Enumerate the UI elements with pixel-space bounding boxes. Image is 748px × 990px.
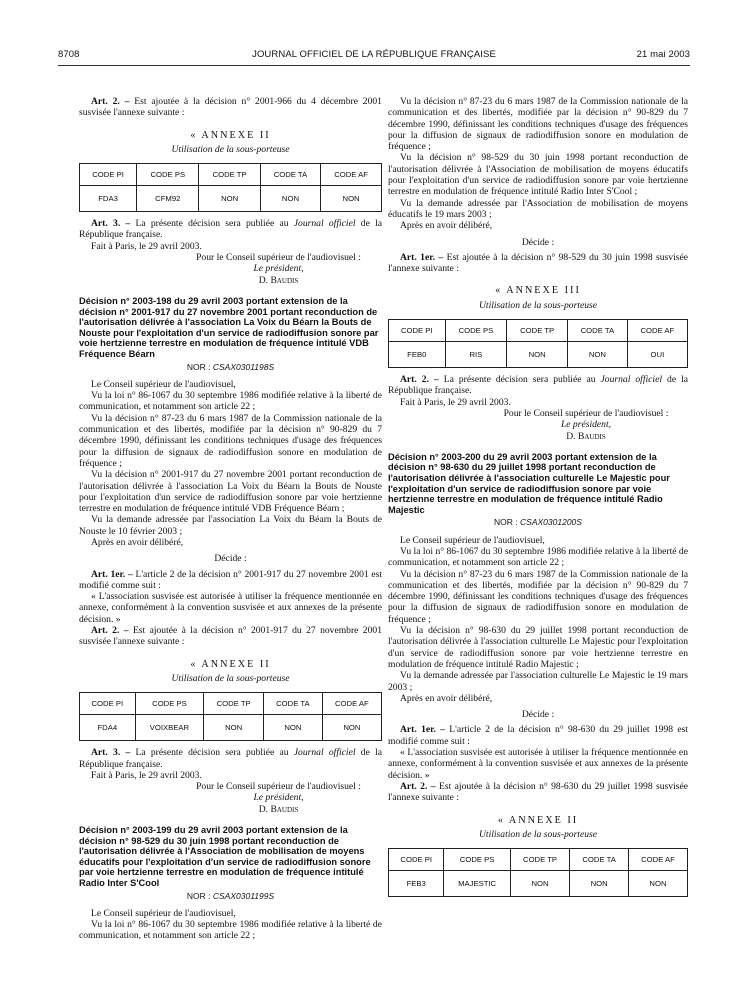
table-cell: CODE TP: [204, 693, 264, 715]
decide-line: Décide :: [214, 553, 247, 565]
text-run: Journal officiel: [600, 374, 663, 386]
body-paragraph: Vu la loi n° 86-1067 du 30 septembre 1986 modifiée relative à la liberté de communication, et notamment son article 22 ;: [388, 545, 688, 569]
table-cell: CODE TP: [510, 849, 570, 871]
body-paragraph: Après en avoir délibéré,: [91, 536, 184, 548]
article-paragraph: [79, 625, 382, 648]
article-paragraph: [79, 218, 382, 241]
table-cell: CODE PS: [137, 164, 199, 186]
body-paragraph: Après en avoir délibéré,: [400, 692, 493, 704]
decide-line: Décide :: [521, 236, 555, 248]
table-cell: FEB0: [389, 342, 446, 368]
table-cell: CODE PS: [135, 693, 204, 715]
table-cell: NON: [260, 186, 320, 212]
table-cell: RIS: [445, 342, 507, 368]
table-cell: CODE PS: [444, 849, 510, 871]
text-run: Est ajoutée à la décision n° 98-630 du 29 juillet 1998 susvisée l'annexe suivante :: [388, 780, 689, 804]
table-cell: FEB3: [389, 871, 444, 897]
body-paragraph: Vu la décision n° 87-23 du 6 mars 1987 de la Commission nationale de la communication et des libertés, modifiée par la décision n° 90-829 du 7 décembre 1990, définissant les conditions techniques d'usage des fréquences pour la diffusion de signaux de radiodiffusion sonore en modulation de fréquence ;: [388, 96, 688, 153]
annexe-table: [388, 319, 688, 368]
article-paragraph: [79, 747, 382, 770]
text-run: D. Baudis: [566, 430, 606, 442]
text-run: Le président,: [560, 419, 612, 431]
body-paragraph: Vu la décision n° 98-529 du 30 juin 1998 portant reconduction de l'autorisation délivrée à l'Association de mobilisation de moyens éducatifs pour l'exploitation d'un service de radiodiffusion sonore par voie hertzienne terrestre en modulation de fréquence intitulé Radio Inter S'Cool ;: [388, 152, 688, 198]
text-run: de la République française.: [388, 374, 688, 397]
decision-title: Décision n° 2003-199 du 29 avril 2003 portant extension de la décision n° 98-529 du 30 juin 1998 portant reconduction de l'autorisation délivrée à l'Association de mobilisation de moyens éducatifs pour l'exploitation d'un service de radiodiffusion sonore par voie hertzienne terrestre en modulation de fréquence intitulé Radio Inter S'Cool: [79, 825, 371, 888]
decision-title: Décision n° 2003-200 du 29 avril 2003 portant extension de la décision n° 98-630 du 29 juillet 1998 portant reconduction de l'autorisation délivrée à l'association culturelle Le Majestic pour l'exploitation d'un service de radiodiffusion sonore par voie hertzienne terrestre en modulation de fréquence intitulé Radio Majestic: [388, 451, 670, 515]
fait-line: Fait à Paris, le 29 avril 2003.: [91, 769, 202, 781]
text-run: Art. 2. –: [400, 780, 436, 792]
text-run: Journal officiel: [293, 218, 356, 230]
text-run: D. Baudis: [258, 274, 299, 286]
annexe-title: « ANNEXE II: [497, 814, 579, 826]
table-cell: CODE TA: [567, 320, 627, 342]
body-paragraph: Le Conseil supérieur de l'audiovisuel,: [91, 378, 236, 390]
body-paragraph: Vu la loi n° 86-1067 du 30 septembre 1986 modifiée relative à la liberté de communication, et notamment son article 22 ;: [79, 919, 382, 942]
table-cell: CODE AF: [322, 693, 381, 715]
text-run: L'article 2 de la décision n° 98-630 du 29 juillet 1998 est modifié comme suit :: [388, 724, 688, 747]
article-paragraph: [79, 569, 382, 592]
text-run: Le président,: [253, 263, 304, 275]
body-paragraph: Vu la décision n° 2001-917 du 27 novembre 2001 portant reconduction de l'autorisation délivrée à l'association La Voix du Béarn la Bouts de Nouste pour l'exploitation d'un service de radiodiffusion sonore par voie hertzienne terrestre en modulation de fréquence intitulé VDB Fréquence Béarn ;: [79, 469, 382, 515]
body-paragraph: Vu la demande adressée par l'association culturelle Le Majestic le 19 mars 2003 ;: [388, 670, 688, 693]
table-row: [80, 715, 382, 741]
header-rule: [58, 65, 690, 66]
table-cell: CODE PI: [389, 320, 446, 342]
text-run: Est ajoutée à la décision n° 2001-917 du 27 novembre 2001 susvisée l'annexe suivante :: [79, 625, 382, 648]
quote-paragraph: « L'association susvisée est autorisée à utiliser la fréquence mentionnée en annexe, conformément à la convention susvisée et aux annexes de la présente décision. »: [79, 591, 382, 625]
table-cell: CODE PI: [389, 849, 444, 871]
text-run: Art. 3. –: [91, 747, 131, 759]
table-cell: CODE TP: [507, 320, 568, 342]
signature-block: [484, 408, 688, 442]
table-row: [389, 871, 688, 897]
text-run: Art. 1er. –: [91, 568, 133, 580]
body-paragraph: Vu la loi n° 86-1067 du 30 septembre 1986 modifiée relative à la liberté de communication, et notamment son article 22 ;: [79, 390, 382, 413]
signature-block: [175, 781, 382, 815]
table-cell: NON: [570, 871, 629, 897]
text-run: Art. 2. –: [91, 625, 129, 637]
text-run: L'article 2 de la décision n° 2001-917 du 27 novembre 2001 est modifié comme suit :: [79, 568, 382, 591]
quote-paragraph: « L'association susvisée est autorisée à utiliser la fréquence mentionnée en annexe, conformément à la convention susvisée et aux annexes de la présente décision. »: [388, 747, 688, 781]
table-cell: OUI: [627, 342, 687, 368]
table-cell: NON: [567, 342, 627, 368]
text-run: NOR :: [186, 890, 211, 901]
body-paragraph: Le Conseil supérieur de l'audiovisuel,: [91, 907, 236, 919]
body-paragraph: Vu la demande adressée par l'Association de mobilisation de moyens éducatifs le 19 mars 2003 ;: [388, 197, 688, 220]
page-number: 8708: [58, 49, 80, 60]
annexe-subtitle: Utilisation de la sous-porteuse: [171, 143, 290, 155]
annexe-subtitle: Utilisation de la sous-porteuse: [478, 828, 598, 840]
text-run: Pour le Conseil supérieur de l'audiovisuel :: [503, 407, 669, 419]
table-cell: CODE PI: [80, 693, 136, 715]
text-run: Art. 1er. –: [400, 724, 445, 736]
text-run: La présente décision sera publiée au: [135, 218, 289, 230]
annexe-title: « ANNEXE II: [190, 129, 271, 141]
nor-line: [388, 517, 688, 528]
decide-line: Décide :: [521, 709, 555, 721]
table-cell: CFM92: [137, 186, 199, 212]
table-row: [389, 342, 688, 368]
fait-line: Fait à Paris, le 29 avril 2003.: [91, 240, 202, 252]
article-paragraph: [388, 781, 688, 804]
table-row: [80, 186, 382, 212]
table-cell: FDA3: [80, 186, 137, 212]
body-paragraph: Le Conseil supérieur de l'audiovisuel,: [400, 534, 545, 546]
text-run: CSAX0301198S: [212, 361, 275, 372]
table-cell: NON: [507, 342, 568, 368]
annexe-table: [79, 163, 382, 212]
table-header-row: [80, 164, 382, 186]
article-paragraph: [388, 374, 688, 397]
text-run: Est ajoutée à la décision n° 98-529 du 30 juin 1998 susvisée l'annexe suivante :: [388, 251, 688, 275]
table-cell: CODE PS: [445, 320, 507, 342]
table-header-row: [389, 320, 688, 342]
text-run: de la République française.: [79, 747, 382, 770]
nor-line: [79, 891, 382, 902]
article-paragraph: [79, 96, 382, 119]
table-cell: CODE AF: [627, 320, 687, 342]
table-cell: CODE TA: [570, 849, 629, 871]
table-cell: NON: [321, 186, 382, 212]
table-cell: NON: [628, 871, 687, 897]
text-run: Journal officiel: [293, 747, 356, 759]
table-cell: CODE TA: [264, 693, 323, 715]
journal-title: JOURNAL OFFICIEL DE LA RÉPUBLIQUE FRANÇAISE: [252, 49, 496, 60]
table-cell: VOIXBEAR: [135, 715, 204, 741]
text-run: NOR :: [186, 361, 211, 372]
text-run: [484, 419, 688, 430]
table-cell: CODE PI: [80, 164, 137, 186]
text-run: D. Baudis: [258, 803, 299, 815]
annexe-title: « ANNEXE III: [495, 285, 581, 297]
right-column: [388, 96, 688, 903]
table-cell: CODE AF: [321, 164, 382, 186]
text-run: Le président,: [253, 792, 304, 804]
text-run: Art. 1er. –: [400, 251, 444, 263]
decision-title: Décision n° 2003-198 du 29 avril 2003 portant extension de la décision n° 2001-917 du 27 novembre 2001 portant reconduction de l'autorisation délivrée à l'association La Voix du Béarn la Bouts de Nouste pour l'exploitation d'un service de radiodiffusion sonore par voie hertzienne terrestre en modulation de fréquence intitulé VDB Fréquence Béarn: [79, 295, 379, 359]
table-cell: NON: [204, 715, 264, 741]
annexe-table: [388, 848, 688, 897]
text-run: Pour le Conseil supérieur de l'audiovisuel :: [196, 252, 361, 264]
text-run: Art. 3. –: [91, 218, 131, 230]
article-paragraph: [388, 252, 688, 275]
text-run: Est ajoutée à la décision n° 2001-966 du 4 décembre 2001 susvisée l'annexe suivante :: [79, 96, 382, 119]
annexe-table: [79, 692, 382, 741]
body-paragraph: Vu la décision n° 87-23 du 6 mars 1987 de la Commission nationale de la communication et des libertés, modifiée par la décision n° 90-829 du 7 décembre 1990, définissant les conditions techniques d'usage des fréquences pour la diffusion de signaux de radiodiffusion sonore en modulation de fréquence ;: [79, 412, 382, 469]
annexe-subtitle: Utilisation de la sous-porteuse: [171, 672, 290, 684]
issue-date: 21 mai 2003: [636, 49, 690, 60]
text-run: Art. 2. –: [400, 374, 439, 386]
table-cell: NON: [199, 186, 260, 212]
table-header-row: [389, 849, 688, 871]
fait-line: Fait à Paris, le 29 avril 2003.: [400, 396, 511, 408]
table-cell: CODE TA: [260, 164, 320, 186]
body-paragraph: Après en avoir délibéré,: [400, 220, 493, 232]
body-paragraph: Vu la décision n° 87-23 du 6 mars 1987 de la Commission nationale de la communication et des libertés, modifiée par la décision n° 90-829 du 7 décembre 1990, définissant les conditions techniques d'usage des fréquences pour la diffusion de signaux de radiodiffusion sonore en modulation de fréquence ;: [388, 568, 688, 625]
signature-block: [175, 252, 382, 286]
body-paragraph: Vu la demande adressée par l'association La Voix du Béarn la Bouts de Nouste le 10 février 2003 ;: [79, 514, 382, 537]
left-column: [79, 96, 382, 942]
table-cell: FDA4: [80, 715, 136, 741]
table-cell: CODE TP: [199, 164, 260, 186]
table-cell: NON: [264, 715, 323, 741]
table-cell: NON: [322, 715, 381, 741]
text-run: Art. 2. –: [91, 96, 130, 107]
text-run: La présente décision sera publiée au: [135, 747, 289, 759]
table-cell: NON: [510, 871, 570, 897]
page-header: [58, 49, 690, 63]
article-paragraph: [388, 724, 688, 747]
text-run: [175, 263, 382, 274]
table-header-row: [80, 693, 382, 715]
text-run: Pour le Conseil supérieur de l'audiovisuel :: [196, 781, 361, 793]
text-run: CSAX0301200S: [520, 517, 582, 528]
text-run: CSAX0301199S: [212, 890, 275, 901]
text-run: NOR :: [494, 517, 518, 528]
text-run: [175, 792, 382, 803]
annexe-title: « ANNEXE II: [190, 658, 271, 670]
table-cell: CODE AF: [628, 849, 687, 871]
text-run: de la République française.: [79, 218, 382, 241]
text-run: La présente décision sera publiée au: [443, 374, 596, 386]
nor-line: [79, 362, 382, 373]
table-cell: MAJESTIC: [444, 871, 510, 897]
annexe-subtitle: Utilisation de la sous-porteuse: [478, 299, 598, 311]
body-paragraph: Vu la décision n° 98-630 du 29 juillet 1998 portant reconduction de l'autorisation délivrée à l'association culturelle Le Majestic pour l'exploitation d'un service de radiodiffusion sonore par voie hertzienne terrestre en modulation de fréquence intitulé Radio Majestic ;: [388, 625, 688, 670]
